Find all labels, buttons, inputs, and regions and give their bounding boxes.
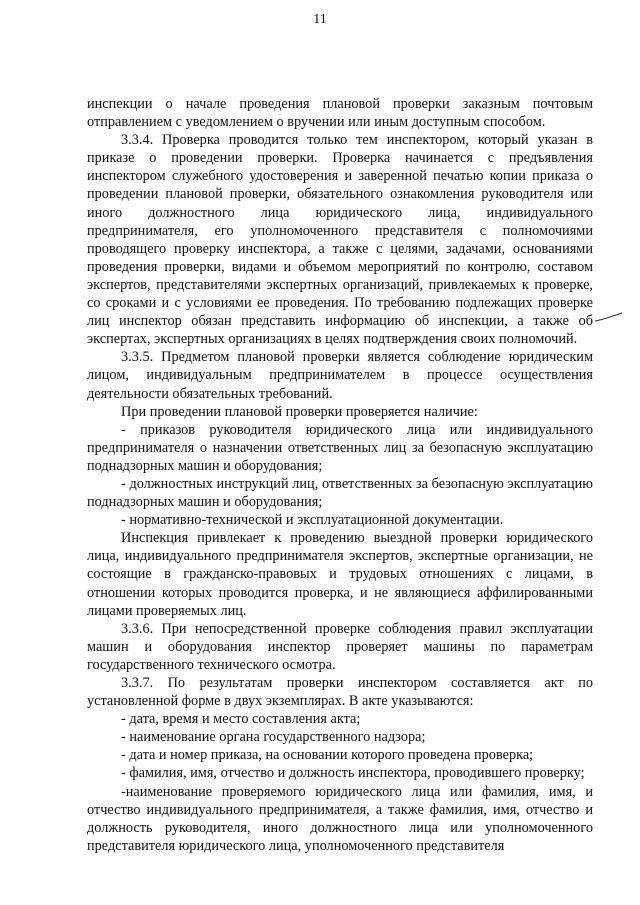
page-number: 11	[313, 12, 327, 27]
list-item-inspector-name: - фамилия, имя, отчество и должность инспектора, проводившего проверку;	[121, 765, 585, 782]
paragraph-inspection-notice: инспекции о начале проведения плановой проверки заказным почтовым отправлением с уведомлением о вручении или иным доступным способом.	[87, 96, 593, 131]
list-item-technical-documentation: - нормативно-технической и эксплуатационной документации.	[121, 512, 504, 529]
list-item-inspected-entity: -наименование проверяемого юридического лица или фамилия, имя, и отчество индивидуального предпринимателя, а также фамилия, имя, отчество и должность руководителя, иного должностного лица или уполномоченного представителя юридического лица, уполномоченного представителя	[87, 783, 593, 854]
paragraph-3-3-6: 3.3.6. При непосредственной проверке соблюдения правил эксплуатации машин и оборудования инспектор проверяет машины по параметрам государственного технического осмотра.	[87, 620, 593, 673]
paragraph-checked-items-intro: При проведении плановой проверки проверяется наличие:	[121, 403, 478, 420]
paragraph-3-3-7: 3.3.7. По результатам проверки инспектором составляется акт по установленной форме в двух экземплярах. В акте указываются:	[87, 675, 593, 710]
document-body	[87, 95, 593, 855]
list-item-orders: - приказов руководителя юридического лица или индивидуального предпринимателя о назначении ответственных лиц за безопасную эксплуатацию поднадзорных машин и оборудования;	[87, 421, 593, 474]
pen-stroke-mark	[594, 311, 624, 323]
paragraph-experts: Инспекция привлекает к проведению выездной проверки юридического лица, индивидуального предпринимателя экспертов, экспертные организации, не состоящие в гражданско-правовых и трудовых отношениях с лицами, в отношении которых проводится проверка, и не являющиеся аффилированными лицами проверяемых лиц.	[87, 530, 593, 619]
paragraph-3-3-4: 3.3.4. Проверка проводится только тем инспектором, который указан в приказе о проведении проверки. Проверка начинается с предъявления инспектором служебного удостоверения и заверенной печатью копии приказа о проведении плановой проверки, обязательного ознакомления руководителя или иного должностного лица юридического лица, индивидуального предпринимателя, его уполномоченного представителя с полномочиями проводящего проверку инспектора, а также с целями, задачами, основаниями проведения проверки, видами и объемом мероприятий по контролю, составом экспертов, представителями экспертных организаций, привлекаемых к проверке, со сроками и с условиями ее проведения. По требованию подлежащих проверке лиц инспектор обязан представить информацию об инспекции, а также об экспертах, экспертных организациях в целях подтверждения своих полномочий.	[87, 132, 593, 348]
list-item-authority-name: - наименование органа государственного надзора;	[121, 729, 426, 746]
list-item-act-date-place: - дата, время и место составления акта;	[121, 711, 361, 728]
list-item-order-date-number: - дата и номер приказа, на основании которого проведена проверка;	[121, 747, 534, 764]
list-item-job-instructions: - должностных инструкций лиц, ответственных за безопасную эксплуатацию поднадзорных машин и оборудования;	[87, 475, 593, 511]
paragraph-3-3-5: 3.3.5. Предметом плановой проверки является соблюдение юридическим лицом, индивидуальным предпринимателем в процессе осуществления деятельности обязательных требований.	[87, 349, 593, 402]
